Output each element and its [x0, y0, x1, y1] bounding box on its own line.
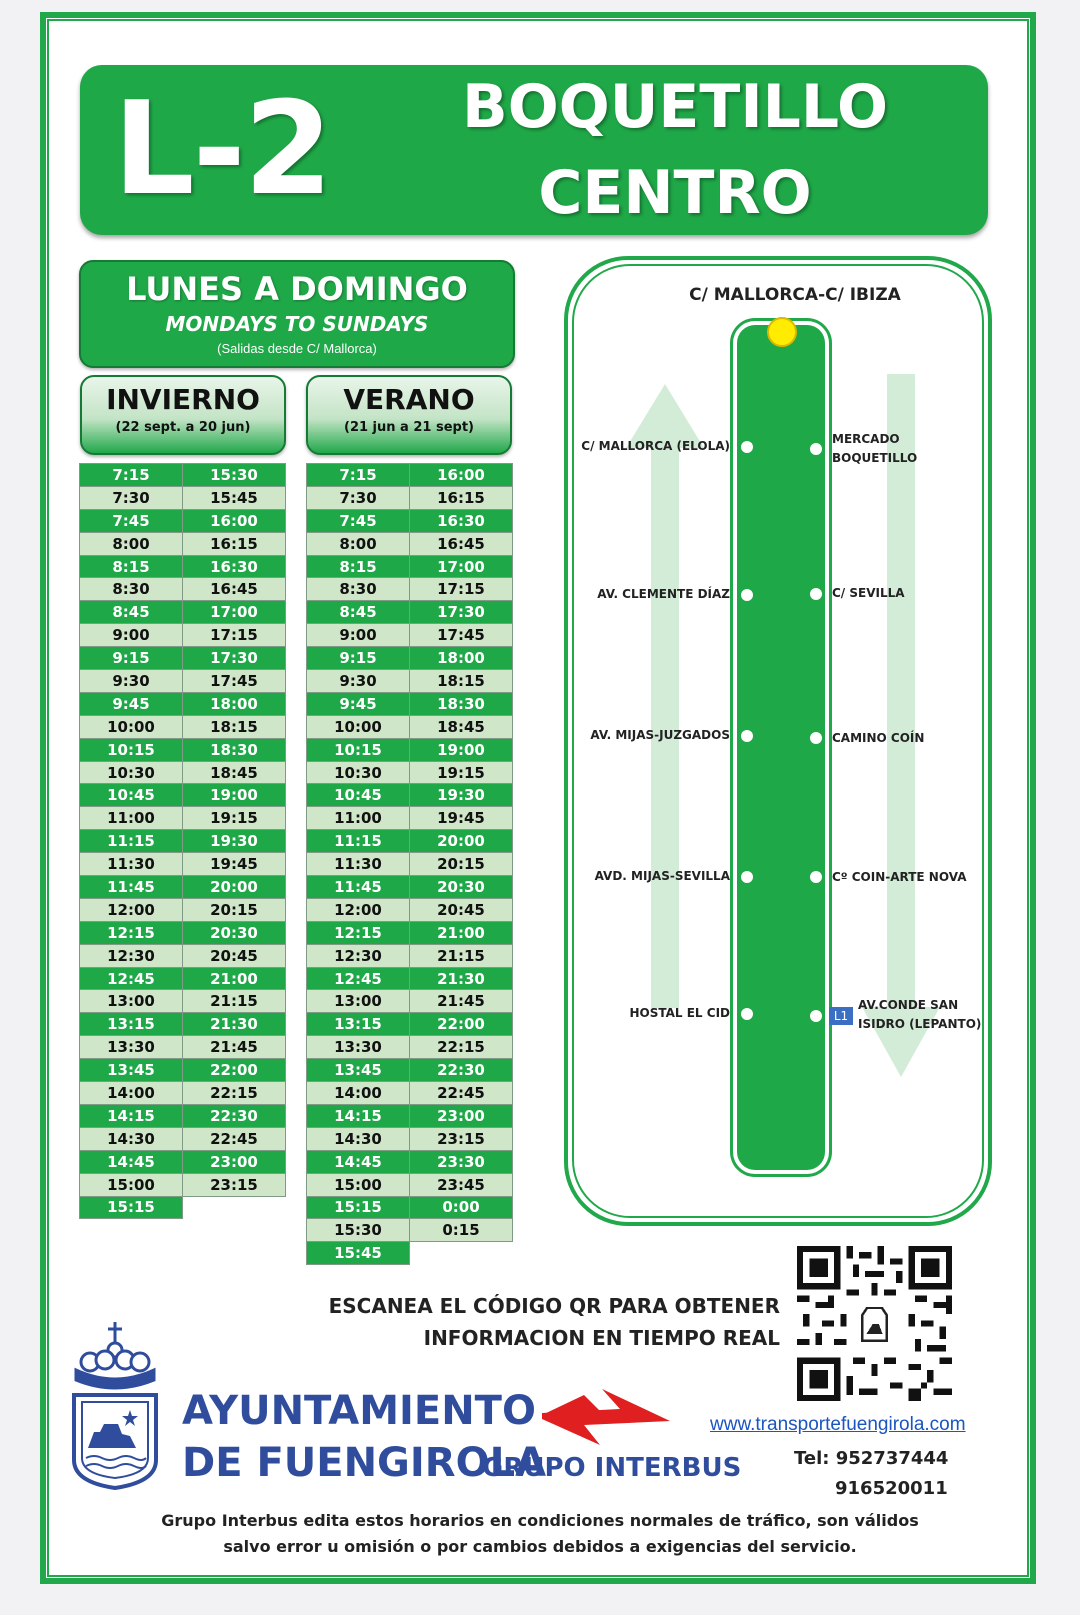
timetable-row: [80, 509, 286, 532]
timetable-row: [80, 876, 286, 899]
departure-time: 7:30: [80, 486, 183, 509]
departure-time: 19:15: [410, 761, 513, 784]
timetable-row: [307, 876, 513, 899]
departure-time: 17:45: [410, 624, 513, 647]
departure-time: 8:45: [80, 601, 183, 624]
departure-time: 10:30: [80, 761, 183, 784]
departure-time: 15:30: [183, 464, 286, 487]
timetable-row: [80, 784, 286, 807]
departure-time: 7:30: [307, 486, 410, 509]
timetable-row: [80, 555, 286, 578]
qr-code[interactable]: [797, 1246, 952, 1401]
departure-time: 11:30: [307, 853, 410, 876]
departure-time: 0:15: [410, 1219, 513, 1242]
departure-time: 14:15: [307, 1104, 410, 1127]
stop-label: C/ MALLORCA (ELOLA): [581, 439, 730, 453]
departure-time: 16:15: [183, 532, 286, 555]
departure-time: 11:00: [80, 807, 183, 830]
line-connection-badge: L1: [829, 1007, 853, 1025]
departure-time: 22:15: [410, 1036, 513, 1059]
departure-time: 7:15: [307, 464, 410, 487]
up-direction-arrow: [622, 380, 708, 1010]
departure-time: 17:30: [183, 647, 286, 670]
ayuntamiento-line1: AYUNTAMIENTO: [182, 1388, 536, 1434]
departure-time: 13:15: [307, 1013, 410, 1036]
stop-label: AV. CLEMENTE DÍAZ: [597, 587, 730, 601]
departure-time: 23:30: [410, 1150, 513, 1173]
stop-label: AVD. MIJAS-SEVILLA: [594, 869, 730, 883]
telephone-2: 916520011: [835, 1478, 948, 1499]
timetable-row: [80, 670, 286, 693]
departure-time: 19:45: [183, 853, 286, 876]
stop-marker: [808, 730, 824, 746]
departure-time: 21:15: [183, 990, 286, 1013]
stop-marker: [739, 587, 755, 603]
timetable-row: [80, 898, 286, 921]
departure-time: 12:45: [80, 967, 183, 990]
departure-time: 13:30: [80, 1036, 183, 1059]
departure-time: 9:30: [307, 670, 410, 693]
timetable-row: [80, 1036, 286, 1059]
departure-time: 8:30: [307, 578, 410, 601]
timetable-row: [307, 1150, 513, 1173]
timetable-row: [80, 532, 286, 555]
timetable-row: [80, 578, 286, 601]
timetable-row: [307, 921, 513, 944]
departure-time: 12:15: [80, 921, 183, 944]
departure-time: 17:15: [410, 578, 513, 601]
timetable-row: [307, 1173, 513, 1196]
departure-time: 21:45: [183, 1036, 286, 1059]
timetable-row: [307, 1059, 513, 1082]
departure-time: 15:45: [183, 486, 286, 509]
departure-time: 14:30: [307, 1127, 410, 1150]
telephone-1: Tel: 952737444: [794, 1448, 949, 1469]
departure-time: 18:15: [183, 715, 286, 738]
winter-dates: (22 sept. a 20 jun): [115, 420, 251, 435]
departure-time: 0:00: [410, 1196, 513, 1219]
timetable-row: [80, 647, 286, 670]
website-link[interactable]: www.transportefuengirola.com: [710, 1414, 966, 1435]
timetable-row: [307, 670, 513, 693]
terminal-stop-label: C/ MALLORCA-C/ IBIZA: [689, 285, 901, 305]
departure-time: 19:30: [183, 830, 286, 853]
timetable-row: [307, 967, 513, 990]
departure-time: 22:00: [410, 1013, 513, 1036]
departure-time: 15:00: [307, 1173, 410, 1196]
departure-time: 21:30: [410, 967, 513, 990]
departure-time: 16:45: [410, 532, 513, 555]
timetable-row: [80, 1082, 286, 1105]
departure-time: 8:00: [307, 532, 410, 555]
departure-time: 20:00: [183, 876, 286, 899]
departure-time: 15:15: [307, 1196, 410, 1219]
departure-time: 10:15: [307, 738, 410, 761]
departure-time: 12:00: [307, 898, 410, 921]
departure-time: 7:45: [80, 509, 183, 532]
timetable-row: [307, 1242, 513, 1265]
departure-time: 20:00: [410, 830, 513, 853]
departure-time: 20:15: [410, 853, 513, 876]
empty-cell: [183, 1196, 286, 1219]
timetable-row: [80, 1127, 286, 1150]
stop-label: AV.CONDE SAN ISIDRO (LEPANTO): [858, 998, 982, 1031]
timetable-row: [307, 692, 513, 715]
departure-time: 15:15: [80, 1196, 183, 1219]
departure-time: 11:15: [80, 830, 183, 853]
departure-time: 10:00: [80, 715, 183, 738]
timetable-row: [307, 1104, 513, 1127]
days-title: LUNES A DOMINGO: [126, 270, 468, 308]
departure-time: 18:00: [183, 692, 286, 715]
departure-time: 22:30: [410, 1059, 513, 1082]
departure-time: 9:45: [80, 692, 183, 715]
departure-time: 9:15: [80, 647, 183, 670]
timetable-row: [80, 1059, 286, 1082]
summer-title: VERANO: [343, 383, 475, 416]
departure-time: 18:15: [410, 670, 513, 693]
departure-time: 13:30: [307, 1036, 410, 1059]
timetable-row: [307, 761, 513, 784]
stop-marker: [808, 586, 824, 602]
departure-time: 15:30: [307, 1219, 410, 1242]
timetable-row: [80, 1104, 286, 1127]
departure-time: 12:30: [80, 944, 183, 967]
operator-name: GRUPO INTERBUS: [482, 1453, 742, 1483]
disclaimer: [120, 1508, 960, 1560]
timetable-row: [307, 578, 513, 601]
stop-label: AV. MIJAS-JUZGADOS: [590, 728, 730, 742]
departure-time: 19:00: [183, 784, 286, 807]
departure-time: 10:30: [307, 761, 410, 784]
departure-time: 13:00: [307, 990, 410, 1013]
departure-time: 7:15: [80, 464, 183, 487]
timetable-row: [307, 555, 513, 578]
timetable-row: [80, 715, 286, 738]
days-note: (Salidas desde C/ Mallorca): [217, 341, 377, 356]
departure-time: 11:15: [307, 830, 410, 853]
departure-time: 13:00: [80, 990, 183, 1013]
departure-time: 23:15: [183, 1173, 286, 1196]
timetable-row: [80, 990, 286, 1013]
timetable-row: [307, 624, 513, 647]
timetable-row: [307, 509, 513, 532]
stop-marker: [739, 439, 755, 455]
qr-instructions-line1: ESCANEA EL CÓDIGO QR PARA OBTENER: [328, 1294, 780, 1318]
timetable-row: [80, 1150, 286, 1173]
departure-time: 20:45: [183, 944, 286, 967]
days-subtitle: MONDAYS TO SUNDAYS: [165, 312, 429, 336]
winter-timetable: [79, 463, 286, 1219]
departure-time: 18:00: [410, 647, 513, 670]
departure-time: 14:00: [307, 1082, 410, 1105]
timetable-row: [307, 853, 513, 876]
interbus-logo-icon: [540, 1385, 672, 1449]
departure-time: 11:00: [307, 807, 410, 830]
timetable-row: [80, 967, 286, 990]
departure-time: 8:45: [307, 601, 410, 624]
departure-time: 9:45: [307, 692, 410, 715]
departure-time: 18:45: [183, 761, 286, 784]
departure-time: 12:30: [307, 944, 410, 967]
timetable-row: [80, 1013, 286, 1036]
departure-time: 11:45: [307, 876, 410, 899]
stop-label: HOSTAL EL CID: [629, 1006, 730, 1020]
timetable-row: [80, 853, 286, 876]
departure-time: 13:45: [307, 1059, 410, 1082]
departure-time: 10:00: [307, 715, 410, 738]
departure-time: 9:00: [80, 624, 183, 647]
timetable-row: [80, 601, 286, 624]
departure-time: 22:45: [410, 1082, 513, 1105]
timetable-row: [80, 738, 286, 761]
departure-time: 8:15: [80, 555, 183, 578]
timetable-row: [307, 898, 513, 921]
stop-label: C/ SEVILLA: [832, 586, 905, 600]
departure-time: 17:15: [183, 624, 286, 647]
departure-time: 11:30: [80, 853, 183, 876]
departure-time: 19:45: [410, 807, 513, 830]
departure-time: 16:30: [410, 509, 513, 532]
timetable-row: [307, 1127, 513, 1150]
departure-time: 8:30: [80, 578, 183, 601]
summer-dates: (21 jun a 21 sept): [344, 420, 474, 435]
departure-time: 8:15: [307, 555, 410, 578]
departure-time: 22:30: [183, 1104, 286, 1127]
timetable-row: [307, 601, 513, 624]
stop-label: MERCADO BOQUETILLO: [832, 432, 918, 465]
departure-time: 9:30: [80, 670, 183, 693]
summer-timetable: [306, 463, 513, 1265]
departure-time: 7:45: [307, 509, 410, 532]
departure-time: 18:30: [183, 738, 286, 761]
timetable-row: [307, 1036, 513, 1059]
departure-time: 14:30: [80, 1127, 183, 1150]
route-name-line2: CENTRO: [538, 158, 812, 228]
timetable-row: [307, 532, 513, 555]
departure-time: 21:15: [410, 944, 513, 967]
departure-time: 9:15: [307, 647, 410, 670]
departure-time: 18:30: [410, 692, 513, 715]
departure-time: 17:00: [183, 601, 286, 624]
departure-time: 10:45: [80, 784, 183, 807]
timetable-row: [80, 486, 286, 509]
departure-time: 14:00: [80, 1082, 183, 1105]
departure-time: 17:45: [183, 670, 286, 693]
timetable-row: [80, 830, 286, 853]
departure-time: 16:00: [410, 464, 513, 487]
departure-time: 10:45: [307, 784, 410, 807]
timetable-row: [307, 1013, 513, 1036]
stop-marker: [808, 869, 824, 885]
departure-time: 23:00: [410, 1104, 513, 1127]
departure-time: 15:00: [80, 1173, 183, 1196]
timetable-row: [80, 761, 286, 784]
timetable-row: [80, 464, 286, 487]
departure-time: 16:45: [183, 578, 286, 601]
departure-time: 8:00: [80, 532, 183, 555]
departure-time: 9:00: [307, 624, 410, 647]
timetable-row: [307, 784, 513, 807]
departure-time: 20:45: [410, 898, 513, 921]
departure-time: 21:00: [410, 921, 513, 944]
departure-time: 16:30: [183, 555, 286, 578]
departure-time: 23:00: [183, 1150, 286, 1173]
departure-time: 14:15: [80, 1104, 183, 1127]
timetable-row: [307, 464, 513, 487]
departure-time: 12:15: [307, 921, 410, 944]
departure-time: 19:15: [183, 807, 286, 830]
qr-instructions-line2: INFORMACION EN TIEMPO REAL: [423, 1326, 780, 1350]
stop-marker: [739, 869, 755, 885]
departure-time: 13:15: [80, 1013, 183, 1036]
departure-time: 16:00: [183, 509, 286, 532]
timetable-row: [307, 990, 513, 1013]
departure-time: 17:30: [410, 601, 513, 624]
departure-time: 21:45: [410, 990, 513, 1013]
departure-time: 19:30: [410, 784, 513, 807]
disclaimer-line2: salvo error u omisión o por cambios debidos a exigencias del servicio.: [223, 1537, 857, 1556]
timetable-row: [80, 1196, 286, 1219]
stop-marker: [808, 441, 824, 457]
qr-instructions: [300, 1290, 780, 1354]
departure-time: 19:00: [410, 738, 513, 761]
departure-time: 12:00: [80, 898, 183, 921]
timetable-row: [307, 830, 513, 853]
departure-time: 10:15: [80, 738, 183, 761]
departure-time: 12:45: [307, 967, 410, 990]
departure-time: 17:00: [410, 555, 513, 578]
timetable-row: [80, 692, 286, 715]
stop-marker: [808, 1008, 824, 1024]
departure-time: 22:45: [183, 1127, 286, 1150]
departure-time: 21:30: [183, 1013, 286, 1036]
departure-time: 14:45: [307, 1150, 410, 1173]
stop-marker: [739, 728, 755, 744]
departure-time: 20:15: [183, 898, 286, 921]
timetable-row: [307, 738, 513, 761]
timetable-row: [307, 715, 513, 738]
stop-label: CAMINO COÍN: [832, 731, 925, 745]
empty-cell: [410, 1242, 513, 1265]
departure-time: 16:15: [410, 486, 513, 509]
winter-header: [80, 375, 286, 455]
ayuntamiento-line2: DE FUENGIROLA: [182, 1440, 547, 1486]
timetable-row: [307, 807, 513, 830]
timetable-row: [80, 624, 286, 647]
departure-time: 13:45: [80, 1059, 183, 1082]
disclaimer-line1: Grupo Interbus edita estos horarios en condiciones normales de tráfico, son válidos: [161, 1511, 919, 1530]
stop-label: Cº COIN-ARTE NOVA: [832, 870, 967, 884]
timetable-row: [80, 921, 286, 944]
departure-time: 23:45: [410, 1173, 513, 1196]
line-code: L-2: [113, 75, 331, 224]
departure-time: 14:45: [80, 1150, 183, 1173]
terminal-stop-marker: [767, 317, 797, 347]
departure-time: 21:00: [183, 967, 286, 990]
departure-time: 20:30: [183, 921, 286, 944]
summer-header: [306, 375, 512, 455]
winter-title: INVIERNO: [106, 383, 260, 416]
timetable-row: [307, 486, 513, 509]
departure-time: 20:30: [410, 876, 513, 899]
timetable-row: [307, 647, 513, 670]
route-name-line1: BOQUETILLO: [461, 72, 889, 142]
departure-time: 22:00: [183, 1059, 286, 1082]
down-direction-arrow: [858, 372, 944, 1082]
timetable-row: [307, 1082, 513, 1105]
timetable-row: [80, 807, 286, 830]
timetable-row: [80, 1173, 286, 1196]
fuengirola-coat-of-arms: [70, 1320, 160, 1490]
departure-time: 18:45: [410, 715, 513, 738]
departure-time: 23:15: [410, 1127, 513, 1150]
departure-time: 15:45: [307, 1242, 410, 1265]
timetable-row: [307, 1196, 513, 1219]
stop-marker: [739, 1006, 755, 1022]
days-box: [79, 260, 515, 368]
departure-time: 22:15: [183, 1082, 286, 1105]
timetable-row: [307, 944, 513, 967]
departure-time: 11:45: [80, 876, 183, 899]
timetable-row: [80, 944, 286, 967]
timetable-row: [307, 1219, 513, 1242]
